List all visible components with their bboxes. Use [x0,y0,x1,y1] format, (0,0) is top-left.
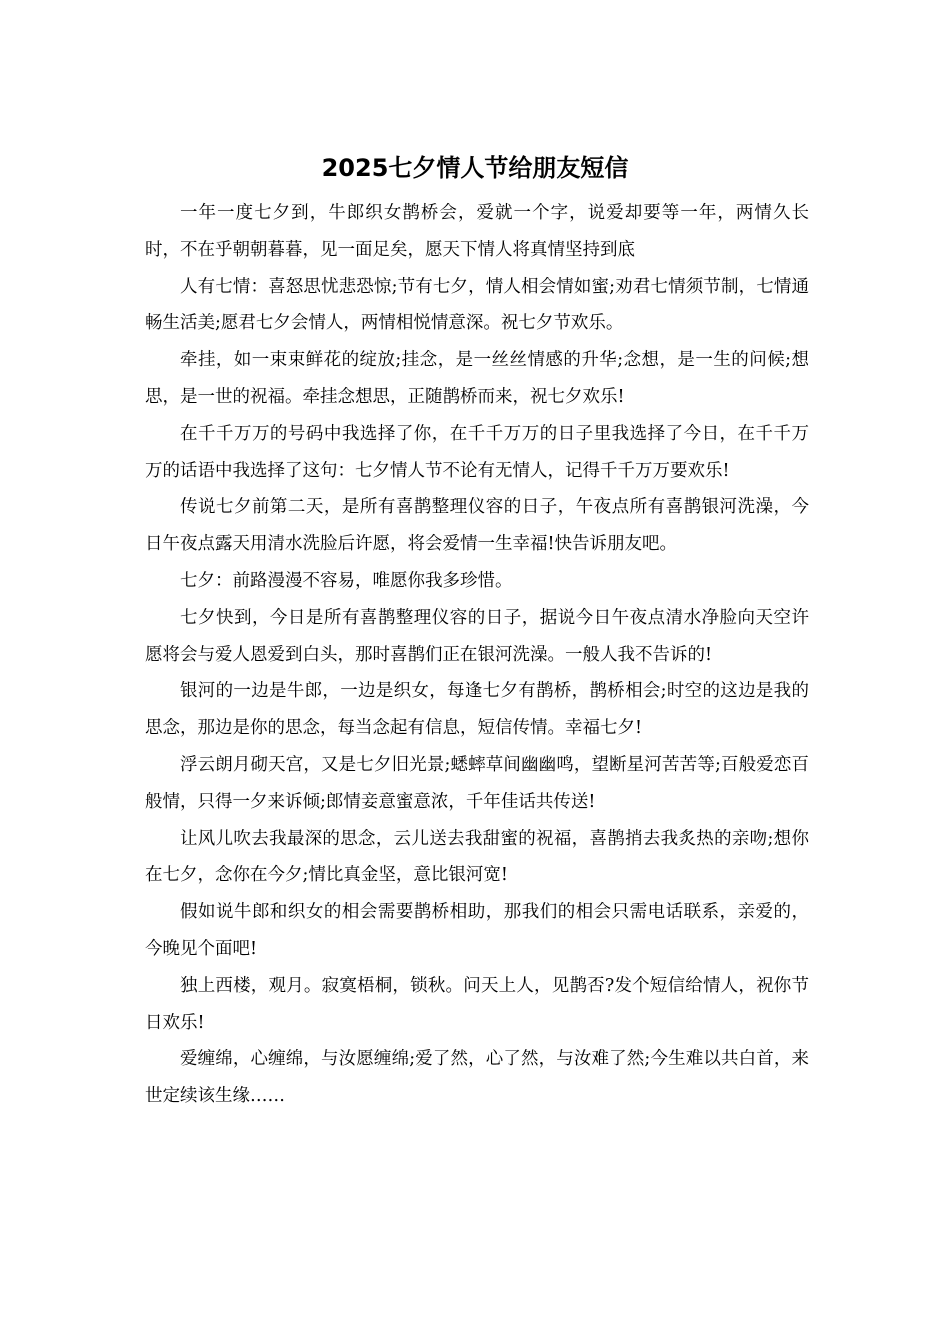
paragraph: 人有七情：喜怒思忧悲恐惊;节有七夕，情人相会情如蜜;劝君七情须节制，七情通畅生活美;愿君七夕会情人，两情相悦情意深。祝七夕节欢乐。 [145,276,809,334]
paragraph: 爱缠绵，心缠绵，与汝愿缠绵;爱了然，心了然，与汝难了然;今生难以共白首，来世定续该生缘…… [145,1049,809,1107]
paragraph: 七夕快到，今日是所有喜鹊整理仪容的日子，据说今日午夜点清水净脸向天空许愿将会与爱人恩爱到白头，那时喜鹊们正在银河洗澡。一般人我不告诉的! [145,607,809,665]
paragraph: 浮云朗月砌天宫，又是七夕旧光景;蟋蟀草间幽幽鸣，望断星河苦苦等;百般爱恋百般情，只得一夕来诉倾;郎情妾意蜜意浓，千年佳话共传送! [145,754,809,812]
paragraph: 让风儿吹去我最深的思念，云儿送去我甜蜜的祝福，喜鹊捎去我炙热的亲吻;想你在七夕，念你在今夕;情比真金坚，意比银河宽! [145,828,809,886]
paragraph: 银河的一边是牛郎，一边是织女，每逢七夕有鹊桥，鹊桥相会;时空的这边是我的思念，那边是你的思念，每当念起有信息，短信传情。幸福七夕! [145,681,809,739]
paragraph: 传说七夕前第二天，是所有喜鹊整理仪容的日子，午夜点所有喜鹊银河洗澡，今日午夜点露天用清水洗脸后许愿，将会爱情一生幸福!快告诉朋友吧。 [145,497,809,555]
document-title: 2025七夕情人节给朋友短信 [321,154,629,182]
paragraph: 假如说牛郎和织女的相会需要鹊桥相助，那我们的相会只需电话联系，亲爱的，今晚见个面吧! [145,902,809,959]
paragraph: 一年一度七夕到，牛郎织女鹊桥会，爱就一个字，说爱却要等一年，两情久长时，不在乎朝朝暮暮，见一面足矣，愿天下情人将真情坚持到底 [145,203,809,260]
paragraph: 在千千万万的号码中我选择了你，在千千万万的日子里我选择了今日，在千千万万的话语中我选择了这句：七夕情人节不论有无情人，记得千千万万要欢乐! [145,423,809,481]
paragraph: 牵挂，如一束束鲜花的绽放;挂念，是一丝丝情感的升华;念想，是一生的问候;想思，是一世的祝福。牵挂念想思，正随鹊桥而来，祝七夕欢乐! [145,350,809,407]
paragraph: 独上西楼，观月。寂寞梧桐，锁秋。问天上人，见鹊否?发个短信给情人，祝你节日欢乐! [145,975,809,1033]
paragraph: 七夕：前路漫漫不容易，唯愿你我多珍惜。 [180,570,513,591]
document-body [145,195,809,1115]
